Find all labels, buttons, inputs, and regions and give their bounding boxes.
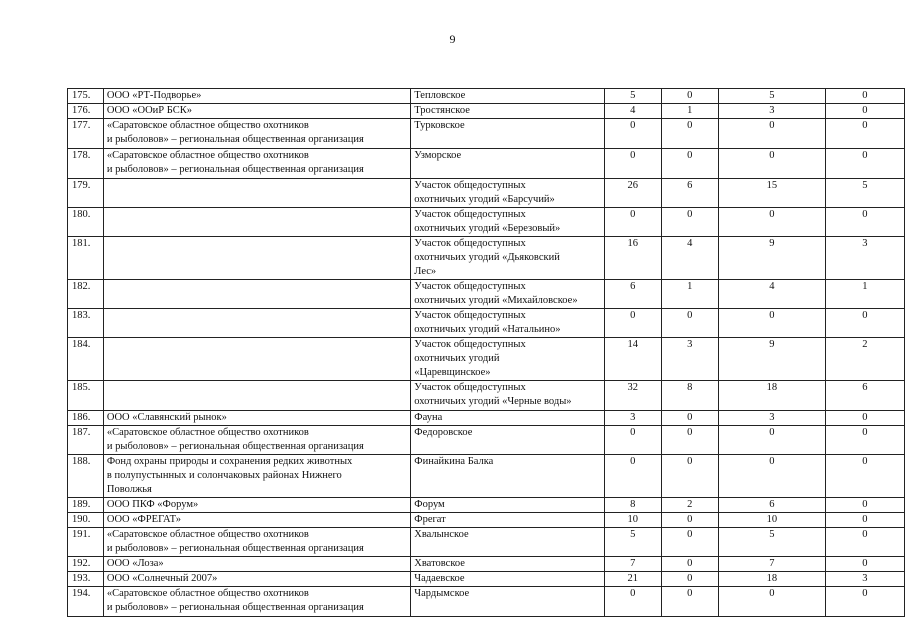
table-row [68,309,905,338]
row-number-cell: 191. [68,528,104,557]
value-cell-3: 0 [718,149,825,179]
row-number-cell: 184. [68,338,104,381]
row-number-cell: 186. [68,411,104,426]
row-number-cell: 182. [68,280,104,309]
row-number-cell: 175. [68,89,104,104]
value-cell-4: 1 [825,280,904,309]
table-row [68,587,905,617]
hunting-area-cell: Участок общедоступных охотничьих угодий «Барсучий» [411,179,605,208]
table-row [68,513,905,528]
value-cell-2: 4 [661,237,718,280]
hunting-area-cell: Финайкина Балка [411,455,605,498]
value-cell-4: 2 [825,338,904,381]
value-cell-1: 21 [605,572,661,587]
row-number-cell: 190. [68,513,104,528]
value-cell-4: 0 [825,104,904,119]
row-number-cell: 178. [68,149,104,179]
value-cell-4: 0 [825,455,904,498]
hunting-area-cell: Фрегат [411,513,605,528]
value-cell-2: 0 [661,455,718,498]
value-cell-4: 0 [825,426,904,455]
value-cell-3: 0 [718,587,825,617]
value-cell-1: 0 [605,426,661,455]
value-cell-2: 2 [661,498,718,513]
value-cell-2: 0 [661,208,718,237]
organization-cell [103,381,410,411]
value-cell-4: 6 [825,381,904,411]
value-cell-3: 4 [718,280,825,309]
row-number-cell: 176. [68,104,104,119]
hunting-area-cell: Форум [411,498,605,513]
value-cell-4: 0 [825,309,904,338]
value-cell-1: 10 [605,513,661,528]
value-cell-4: 0 [825,208,904,237]
hunting-area-cell: Федоровское [411,426,605,455]
value-cell-1: 0 [605,119,661,149]
value-cell-3: 18 [718,572,825,587]
value-cell-2: 0 [661,149,718,179]
table-row [68,208,905,237]
value-cell-2: 0 [661,513,718,528]
table-row [68,338,905,381]
organization-cell: ООО «Славянский рынок» [103,411,410,426]
value-cell-3: 0 [718,309,825,338]
value-cell-3: 0 [718,208,825,237]
hunting-area-cell: Турковское [411,119,605,149]
row-number-cell: 180. [68,208,104,237]
hunting-area-cell: Участок общедоступных охотничьих угодий «Натальино» [411,309,605,338]
organization-cell [103,179,410,208]
value-cell-2: 0 [661,309,718,338]
row-number-cell: 181. [68,237,104,280]
hunting-area-cell: Чадаевское [411,572,605,587]
value-cell-2: 0 [661,528,718,557]
value-cell-1: 5 [605,89,661,104]
value-cell-3: 9 [718,237,825,280]
hunting-grounds-table [67,88,905,617]
value-cell-2: 0 [661,557,718,572]
organization-cell: ООО «РТ-Подворье» [103,89,410,104]
value-cell-1: 3 [605,411,661,426]
hunting-area-cell: Фауна [411,411,605,426]
value-cell-4: 0 [825,513,904,528]
organization-cell: ООО «ООиР БСК» [103,104,410,119]
value-cell-1: 0 [605,587,661,617]
value-cell-2: 0 [661,572,718,587]
table-row [68,104,905,119]
row-number-cell: 179. [68,179,104,208]
value-cell-4: 0 [825,411,904,426]
value-cell-4: 0 [825,89,904,104]
organization-cell: «Саратовское областное общество охотников и рыболовов» – региональная общественная организация [103,528,410,557]
value-cell-1: 7 [605,557,661,572]
table-row [68,411,905,426]
value-cell-4: 0 [825,528,904,557]
row-number-cell: 193. [68,572,104,587]
organization-cell [103,280,410,309]
value-cell-1: 6 [605,280,661,309]
row-number-cell: 187. [68,426,104,455]
row-number-cell: 177. [68,119,104,149]
value-cell-2: 0 [661,89,718,104]
value-cell-2: 3 [661,338,718,381]
value-cell-3: 5 [718,89,825,104]
value-cell-1: 16 [605,237,661,280]
hunting-area-cell: Чардымское [411,587,605,617]
value-cell-1: 0 [605,309,661,338]
value-cell-4: 5 [825,179,904,208]
table-row [68,119,905,149]
value-cell-2: 0 [661,587,718,617]
value-cell-3: 0 [718,455,825,498]
value-cell-3: 7 [718,557,825,572]
value-cell-2: 6 [661,179,718,208]
table-row [68,528,905,557]
organization-cell [103,338,410,381]
hunting-area-cell: Участок общедоступных охотничьих угодий «Черные воды» [411,381,605,411]
value-cell-3: 15 [718,179,825,208]
value-cell-3: 18 [718,381,825,411]
organization-cell [103,237,410,280]
value-cell-1: 4 [605,104,661,119]
value-cell-1: 14 [605,338,661,381]
value-cell-1: 5 [605,528,661,557]
hunting-area-cell: Участок общедоступных охотничьих угодий «Дьяковский Лес» [411,237,605,280]
value-cell-3: 5 [718,528,825,557]
organization-cell [103,208,410,237]
organization-cell: ООО ПКФ «Форум» [103,498,410,513]
value-cell-2: 1 [661,104,718,119]
value-cell-4: 3 [825,237,904,280]
value-cell-2: 8 [661,381,718,411]
hunting-area-cell: Тростянское [411,104,605,119]
row-number-cell: 189. [68,498,104,513]
value-cell-1: 26 [605,179,661,208]
hunting-area-cell: Узморское [411,149,605,179]
table-row [68,149,905,179]
hunting-area-cell: Участок общедоступных охотничьих угодий «Березовый» [411,208,605,237]
row-number-cell: 183. [68,309,104,338]
value-cell-4: 0 [825,557,904,572]
organization-cell: ООО «Солнечный 2007» [103,572,410,587]
value-cell-2: 0 [661,411,718,426]
table-row [68,381,905,411]
table-row [68,572,905,587]
organization-cell: «Саратовское областное общество охотников и рыболовов» – региональная общественная организация [103,149,410,179]
row-number-cell: 188. [68,455,104,498]
hunting-area-cell: Участок общедоступных охотничьих угодий «Михайловское» [411,280,605,309]
value-cell-3: 3 [718,411,825,426]
hunting-area-cell: Участок общедоступных охотничьих угодий «Царевщинское» [411,338,605,381]
value-cell-3: 0 [718,119,825,149]
hunting-area-cell: Хвалынское [411,528,605,557]
value-cell-1: 8 [605,498,661,513]
value-cell-1: 0 [605,208,661,237]
row-number-cell: 185. [68,381,104,411]
table-row [68,179,905,208]
value-cell-4: 3 [825,572,904,587]
value-cell-3: 6 [718,498,825,513]
row-number-cell: 192. [68,557,104,572]
page-number: 9 [449,32,456,46]
value-cell-4: 0 [825,587,904,617]
value-cell-3: 9 [718,338,825,381]
value-cell-1: 0 [605,455,661,498]
table-row [68,557,905,572]
value-cell-2: 0 [661,426,718,455]
organization-cell: «Саратовское областное общество охотников и рыболовов» – региональная общественная организация [103,426,410,455]
table-row [68,237,905,280]
row-number-cell: 194. [68,587,104,617]
hunting-area-cell: Тепловское [411,89,605,104]
value-cell-1: 32 [605,381,661,411]
table-row [68,426,905,455]
value-cell-3: 3 [718,104,825,119]
table-row [68,280,905,309]
table-row [68,455,905,498]
value-cell-2: 0 [661,119,718,149]
value-cell-4: 0 [825,498,904,513]
value-cell-4: 0 [825,119,904,149]
organization-cell: «Саратовское областное общество охотников и рыболовов» – региональная общественная организация [103,587,410,617]
organization-cell: «Саратовское областное общество охотников и рыболовов» – региональная общественная организация [103,119,410,149]
table-row [68,89,905,104]
value-cell-4: 0 [825,149,904,179]
value-cell-3: 0 [718,426,825,455]
table-row [68,498,905,513]
hunting-area-cell: Хватовское [411,557,605,572]
value-cell-2: 1 [661,280,718,309]
organization-cell: ООО «ФРЕГАТ» [103,513,410,528]
value-cell-1: 0 [605,149,661,179]
organization-cell [103,309,410,338]
organization-cell: Фонд охраны природы и сохранения редких животных в полупустынных и солончаковых районах Нижнего Поволжья [103,455,410,498]
value-cell-3: 10 [718,513,825,528]
organization-cell: ООО «Лоза» [103,557,410,572]
